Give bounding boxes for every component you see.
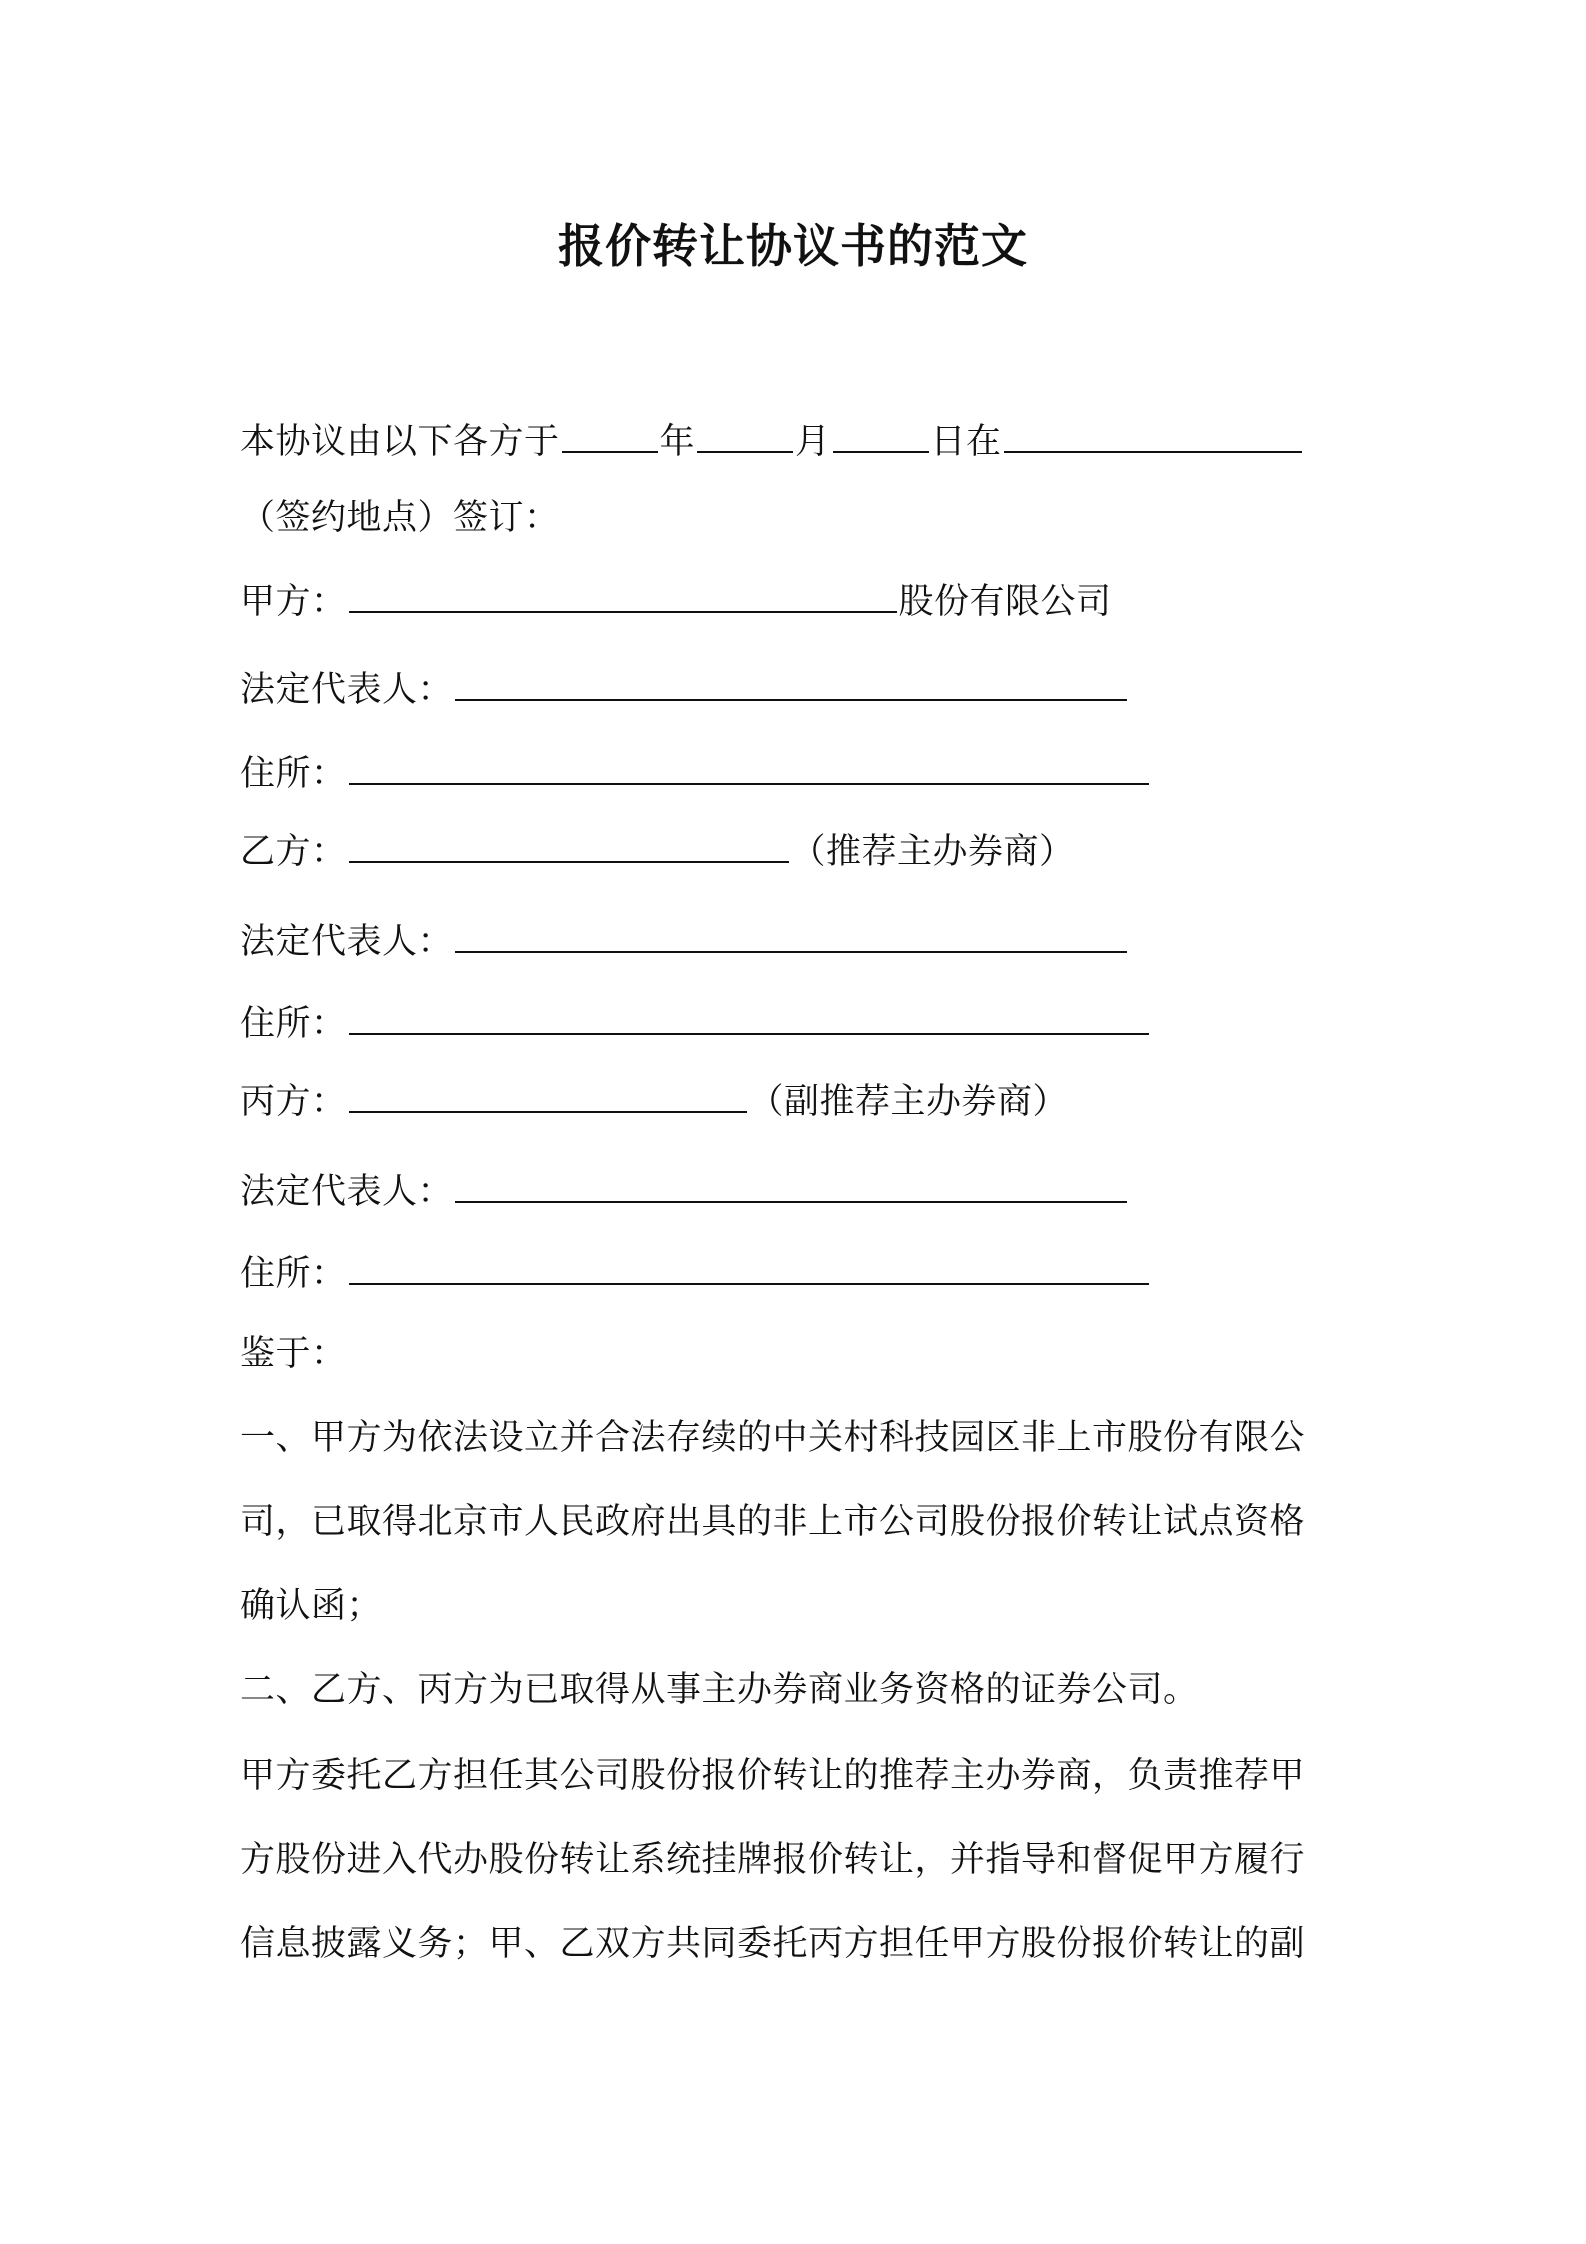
party-b-address-line: [240, 1000, 1151, 1048]
party-b-rep-line: [240, 918, 1129, 966]
month-blank: [697, 421, 793, 453]
party-b-line: [240, 828, 1075, 876]
intro-year: 年: [659, 422, 696, 462]
body-line: 信息披露义务；甲、乙双方共同委托丙方担任甲方股份报价转让的副: [240, 1924, 1306, 1964]
party-a-blank: [349, 581, 897, 613]
intro-line: [240, 418, 1304, 466]
party-b-address-label: 住所：: [240, 1004, 347, 1044]
party-a-address-label: 住所：: [240, 754, 347, 794]
place-blank: [1004, 421, 1302, 453]
intro-day-at: 日在: [930, 422, 1002, 462]
party-c-address-line: [240, 1250, 1151, 1298]
party-a-address-line: [240, 750, 1151, 798]
party-c-label: 丙方：: [240, 1082, 347, 1122]
party-a-line: [240, 578, 1112, 626]
party-b-rep-label: 法定代表人：: [240, 922, 454, 962]
year-blank: [562, 421, 658, 453]
party-c-suffix: （副推荐主办券商）: [748, 1082, 1069, 1122]
party-a-rep-blank: [455, 669, 1127, 701]
party-a-rep-label: 法定代表人：: [240, 670, 454, 710]
day-blank: [833, 421, 929, 453]
body-line: 一、甲方为依法设立并合法存续的中关村科技园区非上市股份有限公: [240, 1418, 1306, 1458]
party-a-suffix: 股份有限公司: [898, 582, 1112, 622]
document-title: 报价转让协议书的范文: [558, 219, 1028, 273]
party-c-address-blank: [349, 1253, 1149, 1285]
party-c-line: [240, 1078, 1068, 1126]
party-c-rep-line: [240, 1168, 1129, 1216]
party-c-rep-label: 法定代表人：: [240, 1172, 454, 1212]
body-line: 确认函；: [240, 1586, 383, 1626]
party-b-label: 乙方：: [240, 832, 347, 872]
whereas-label: 鉴于：: [240, 1334, 347, 1374]
party-c-blank: [349, 1081, 747, 1113]
party-a-rep-line: [240, 666, 1129, 714]
party-b-suffix: （推荐主办券商）: [790, 832, 1075, 872]
intro-prefix: 本协议由以下各方于: [240, 422, 560, 462]
body-line: 方股份进入代办股份转让系统挂牌报价转让，并指导和督促甲方履行: [240, 1840, 1306, 1880]
body-line: 二、乙方、丙方为已取得从事主办券商业务资格的证券公司。: [240, 1670, 1199, 1710]
party-b-address-blank: [349, 1003, 1149, 1035]
party-c-address-label: 住所：: [240, 1254, 347, 1294]
body-line: 司，已取得北京市人民政府出具的非上市公司股份报价转让试点资格: [240, 1502, 1306, 1542]
intro-line-2: （签约地点）签订：: [240, 498, 560, 538]
party-a-address-blank: [349, 753, 1149, 785]
intro-month: 月: [795, 422, 831, 462]
body-line: 甲方委托乙方担任其公司股份报价转让的推荐主办券商，负责推荐甲: [240, 1756, 1306, 1796]
party-a-label: 甲方：: [240, 582, 347, 622]
party-c-rep-blank: [455, 1171, 1127, 1203]
party-b-rep-blank: [455, 921, 1127, 953]
party-b-blank: [349, 831, 789, 863]
